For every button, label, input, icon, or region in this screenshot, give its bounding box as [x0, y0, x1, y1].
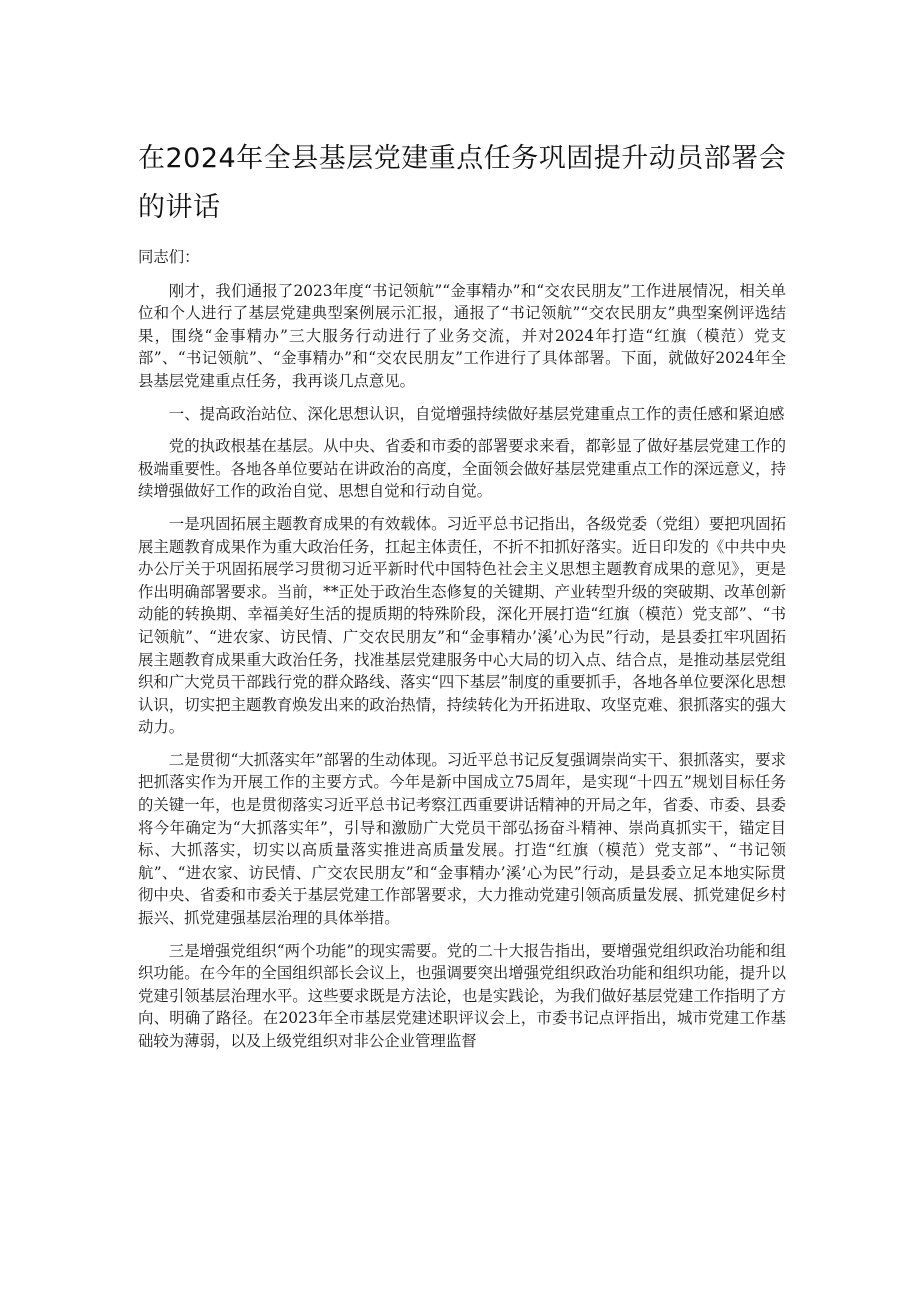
paragraph-opening: 刚才，我们通报了2023年度“书记领航”“金事精办”和“交农民朋友”工作进展情况，相关单位和个人进行了基层党建典型案例展示汇报，通报了“书记领航”“交农民朋友”典型案例评选结果，围绕“金事精办”三大服务行动进行了业务交流，并对2024年打造“红旗（模范）党支部”、“书记领航”、“金事精办”和“交农民朋友”工作进行了具体部署。下面，就做好2024年全县基层党建重点任务，我再谈几点意见。 [138, 281, 786, 390]
document-body [138, 246, 786, 1063]
paragraph: 三是增强党组织“两个功能”的现实需要。党的二十大报告指出，要增强党组织政治功能和组织功能。在今年的全国组织部长会议上，也强调要突出增强党组织政治功能和组织功能，提升以党建引领基层治理水平。这些要求既是方法论，也是实践论，为我们做好基层党建工作指明了方向、明确了路径。在2023年全市基层党建述职评议会上，市委书记点评指出，城市党建工作基础较为薄弱，以及上级党组织对非公企业管理监督 [138, 941, 786, 1050]
paragraph: 二是贯彻“大抓落实年”部署的生动体现。习近平总书记反复强调崇尚实干、狠抓落实，要求把抓落实作为开展工作的主要方式。今年是新中国成立75周年，是实现“十四五”规划目标任务的关键一年，也是贯彻落实习近平总书记考察江西重要讲话精神的开局之年，省委、市委、县委将今年确定为“大抓落实年”，引导和激励广大党员干部弘扬奋斗精神、崇尚真抓实干，锚定目标、大抓落实，切实以高质量落实推进高质量发展。打造“红旗（模范）党支部”、“书记领航”、“进农家、访民情、广交农民朋友”和“金事精办’溪’心为民”行动，是县委立足本地实际贯彻中央、省委和市委关于基层党建工作部署要求，大力推动党建引领高质量发展、抓党建促乡村振兴、抓党建强基层治理的具体举措。 [138, 750, 786, 928]
section-heading-1: 一、提高政治站位、深化思想认识，自觉增强持续做好基层党建重点工作的责任感和紧迫感 [168, 404, 785, 423]
paragraph: 一是巩固拓展主题教育成果的有效载体。习近平总书记指出，各级党委（党组）要把巩固拓展主题教育成果作为重大政治任务，扛起主体责任，不折不扣抓好落实。近日印发的《中共中央办公厅关于巩固拓展学习贯彻习近平新时代中国特色社会主义思想主题教育成果的意见》，更是作出明确部署要求。当前，**正处于政治生态修复的关键期、产业转型升级的突破期、改革创新动能的转换期、幸福美好生活的提质期的特殊阶段，深化开展打造“红旗（模范）党支部”、“书记领航”、“进农家、访民情、广交农民朋友”和“金事精办’溪’心为民”行动，是县委扛牢巩固拓展主题教育成果重大政治任务，找准基层党建服务中心大局的切入点、结合点，是推动基层党组织和广大党员干部践行党的群众路线、落实“四下基层”制度的重要抓手，各地各单位要深化思想认识，切实把主题教育焕发出来的政治热情，持续转化为开拓进取、攻坚克难、狠抓落实的强大动力。 [138, 514, 786, 737]
salutation: 同志们： [138, 248, 200, 266]
document-title: 在2024年全县基层党建重点任务巩固提升动员部署会的讲话 [138, 143, 787, 223]
paragraph: 党的执政根基在基层。从中央、省委和市委的部署要求来看，都彰显了做好基层党建工作的极端重要性。各地各单位要站在讲政治的高度，全面领会做好基层党建重点工作的深远意义，持续增强做好工作的政治自觉、思想自觉和行动自觉。 [138, 437, 786, 501]
